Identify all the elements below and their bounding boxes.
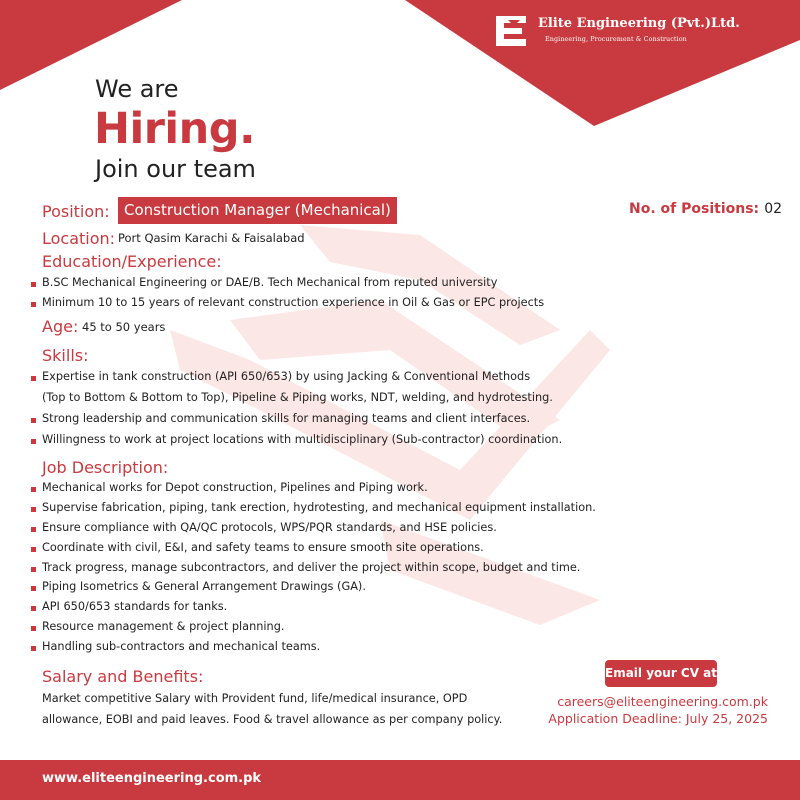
list-item: Willingness to work at project locations with multidisciplinary (Sub-contractor) coordination. (30, 433, 562, 454)
company-tagline: Engineering, Procurement & Construction (545, 35, 687, 43)
list-item: Handling sub-contractors and mechanical teams. (30, 640, 596, 660)
salary-label: Salary and Benefits: (42, 667, 204, 686)
list-item: Track progress, manage subcontractors, and deliver the project within scope, budget and time. (30, 561, 596, 581)
education-label: Education/Experience: (42, 252, 222, 271)
list-item: API 650/653 standards for tanks. (30, 600, 596, 620)
age-value: 45 to 50 years (82, 320, 166, 334)
salary-line-2: allowance, EOBI and paid leaves. Food & travel allowance as per company policy. (42, 713, 503, 726)
age-label: Age: (42, 317, 79, 336)
list-item: Mechanical works for Depot construction, Pipelines and Piping work. (30, 481, 596, 501)
salary-line-1: Market competitive Salary with Provident fund, life/medical insurance, OPD (42, 692, 468, 705)
email-cv-button[interactable]: Email your CV at (605, 660, 717, 687)
position-value-badge: Construction Manager (Mechanical) (118, 197, 397, 224)
list-item: Ensure compliance with QA/QC protocols, WPS/PQR standards, and HSE policies. (30, 521, 596, 541)
job-description-list (30, 481, 596, 660)
job-description-label: Job Description: (42, 458, 169, 477)
careers-email-link[interactable]: careers@eliteengineering.com.pk (557, 694, 768, 709)
skills-label: Skills: (42, 346, 89, 365)
list-item: Strong leadership and communication skills for managing teams and client interfaces. (30, 412, 562, 433)
location-value: Port Qasim Karachi & Faisalabad (118, 231, 305, 245)
website-link[interactable]: www.eliteengineering.com.pk (42, 771, 262, 786)
list-item: Expertise in tank construction (API 650/653) by using Jacking & Conventional Methods (30, 370, 562, 391)
application-deadline: Application Deadline: July 25, 2025 (548, 711, 768, 726)
positions-count (629, 198, 782, 217)
positions-count-value: 02 (764, 201, 783, 217)
skills-list (30, 370, 562, 454)
headline-hiring: Hiring. (94, 104, 255, 154)
list-item-continuation: (Top to Bottom & Bottom to Top), Pipeline & Piping works, NDT, welding, and hydrotesting. (42, 391, 553, 404)
list-item: Supervise fabrication, piping, tank erection, hydrotesting, and mechanical equipment installation. (30, 501, 596, 521)
headline-we-are: We are (95, 75, 179, 103)
salary-text (42, 688, 562, 730)
list-item: Coordinate with civil, E&I, and safety teams to ensure smooth site operations. (30, 541, 596, 561)
position-label: Position: (42, 202, 110, 221)
company-name: Elite Engineering (Pvt.)Ltd. (538, 16, 740, 31)
list-item: Minimum 10 to 15 years of relevant construction experience in Oil & Gas or EPC projects (30, 296, 544, 316)
location-label: Location: (42, 229, 116, 248)
education-list (30, 276, 544, 316)
ee-logo-icon (494, 14, 528, 48)
list-item: Piping Isometrics & General Arrangement Drawings (GA). (30, 580, 596, 600)
list-item: B.SC Mechanical Engineering or DAE/B. Tech Mechanical from reputed university (30, 276, 544, 296)
positions-count-label: No. of Positions: (629, 201, 760, 217)
headline-join: Join our team (95, 155, 256, 183)
list-item: Resource management & project planning. (30, 620, 596, 640)
